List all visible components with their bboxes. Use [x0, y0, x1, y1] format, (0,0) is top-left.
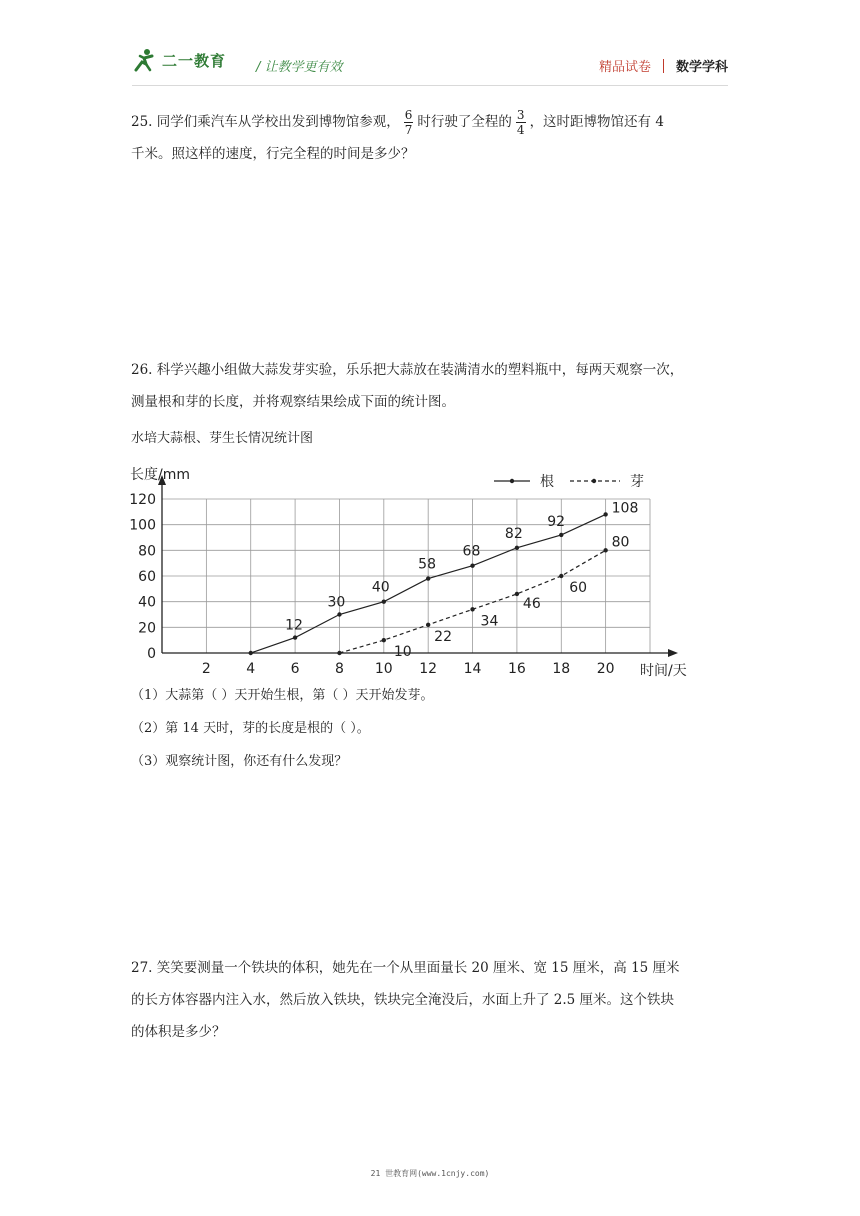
data-point-root	[426, 576, 430, 580]
data-label-root: 68	[462, 543, 481, 560]
x-tick-label: 10	[374, 661, 393, 677]
line-chart	[0, 445, 860, 685]
chart-title: 水培大蒜根、芽生长情况统计图	[131, 431, 314, 446]
question-26-part-3: （3）观察统计图，你还有什么发现？	[131, 754, 348, 769]
data-point-sprout	[426, 623, 430, 627]
data-label-root: 30	[327, 594, 346, 611]
y-tick-label: 100	[129, 517, 156, 534]
header-divider	[663, 59, 664, 73]
x-tick-label: 2	[201, 661, 211, 677]
data-label-sprout: 34	[480, 613, 499, 630]
x-tick-label: 20	[596, 661, 615, 677]
y-tick-label: 120	[129, 492, 156, 508]
runner-logo-icon	[132, 48, 158, 72]
fraction-3-4: $\frac{3}{4}$	[516, 108, 525, 137]
logo	[132, 48, 226, 72]
y-tick-label: 20	[138, 620, 156, 637]
question-25	[131, 106, 731, 170]
data-point-sprout	[382, 638, 386, 642]
y-tick-label: 0	[147, 646, 156, 662]
question-27	[131, 952, 731, 1048]
data-point-root	[603, 512, 607, 516]
data-label-sprout: 10	[393, 644, 412, 661]
x-tick-label: 12	[419, 661, 438, 677]
x-axis-label: 时间/天	[640, 663, 687, 679]
question-26	[131, 354, 731, 418]
question-27-line-3: 的体积是多少？	[131, 1024, 226, 1040]
logo-text: 二一教育	[162, 51, 227, 70]
legend-marker-sprout	[592, 479, 596, 483]
data-label-sprout: 46	[522, 595, 541, 612]
question-27-line-2: 的长方体容器内注入水，然后放入铁块，铁块完全淹没后，水面上升了 2.5 厘米。这个铁块	[131, 992, 675, 1008]
data-label-root: 92	[547, 513, 566, 530]
x-axis-arrow	[668, 649, 678, 657]
question-26-part-2: （2）第 14 天时，芽的长度是根的（ ）。	[131, 721, 370, 736]
data-point-root	[337, 612, 341, 616]
x-tick-label: 8	[334, 661, 344, 677]
legend-label-sprout: 芽	[630, 474, 644, 490]
y-tick-label: 40	[138, 594, 156, 611]
data-point-sprout	[337, 651, 341, 655]
data-label-root: 108	[611, 500, 639, 517]
data-point-root	[470, 564, 474, 568]
data-label-root: 12	[285, 617, 303, 634]
data-point-sprout	[515, 592, 519, 596]
question-25-line-2: 千米。照这样的速度，行完全程的时间是多少？	[131, 146, 415, 162]
data-point-sprout	[559, 574, 563, 578]
data-point-root	[559, 533, 563, 537]
y-axis-label: 长度/mm	[130, 467, 190, 483]
page-footer: 21 世教育网(www.1cnjy.com)	[370, 1169, 490, 1178]
data-label-root: 82	[504, 525, 523, 542]
x-tick-label: 16	[507, 661, 526, 677]
question-26-part-1: （1）大蒜第（ ）天开始生根，第（ ）天开始发芽。	[131, 688, 434, 703]
data-label-root: 40	[371, 579, 390, 596]
data-label-sprout: 80	[611, 534, 630, 551]
header-label-papers: 精品试卷	[598, 60, 651, 75]
question-26-line-2: 测量根和芽的长度，并将观察结果绘成下面的统计图。	[131, 394, 455, 410]
data-point-root	[382, 599, 386, 603]
x-tick-label: 14	[463, 661, 482, 677]
question-25-line-1: 25. 同学们乘汽车从学校出发到博物馆参观， $\frac{6}{7}$ 时行驶了全程的 $\frac{3}{4}$ ，这时距博物馆还有 4	[131, 108, 664, 137]
data-label-root: 58	[418, 556, 437, 573]
data-point-root	[293, 635, 297, 639]
x-tick-label: 4	[246, 661, 256, 677]
header-rule	[132, 85, 728, 86]
page-header	[132, 44, 728, 86]
data-label-sprout: 22	[434, 628, 453, 645]
data-point-sprout	[603, 548, 607, 552]
y-tick-label: 60	[138, 569, 156, 585]
data-label-sprout: 60	[569, 580, 588, 596]
header-slogan: / 让教学更有效	[256, 60, 343, 75]
data-point-root	[249, 651, 253, 655]
legend-label-root: 根	[540, 474, 554, 490]
x-tick-label: 18	[552, 661, 571, 677]
header-label-subject: 数学学科	[675, 60, 728, 75]
question-27-line-1: 27. 笑笑要测量一个铁块的体积，她先在一个从里面量长 20 厘米、宽 15 厘米，高 15 厘米	[131, 960, 680, 976]
data-point-sprout	[470, 607, 474, 611]
y-tick-label: 80	[138, 543, 156, 560]
data-point-root	[515, 546, 519, 550]
header-right	[599, 56, 728, 75]
x-tick-label: 6	[290, 661, 300, 677]
legend-marker-root	[510, 479, 514, 483]
fraction-6-7: $\frac{6}{7}$	[404, 108, 413, 137]
question-26-line-1: 26. 科学兴趣小组做大蒜发芽实验，乐乐把大蒜放在装满清水的塑料瓶中，每两天观察一次，	[131, 362, 684, 378]
